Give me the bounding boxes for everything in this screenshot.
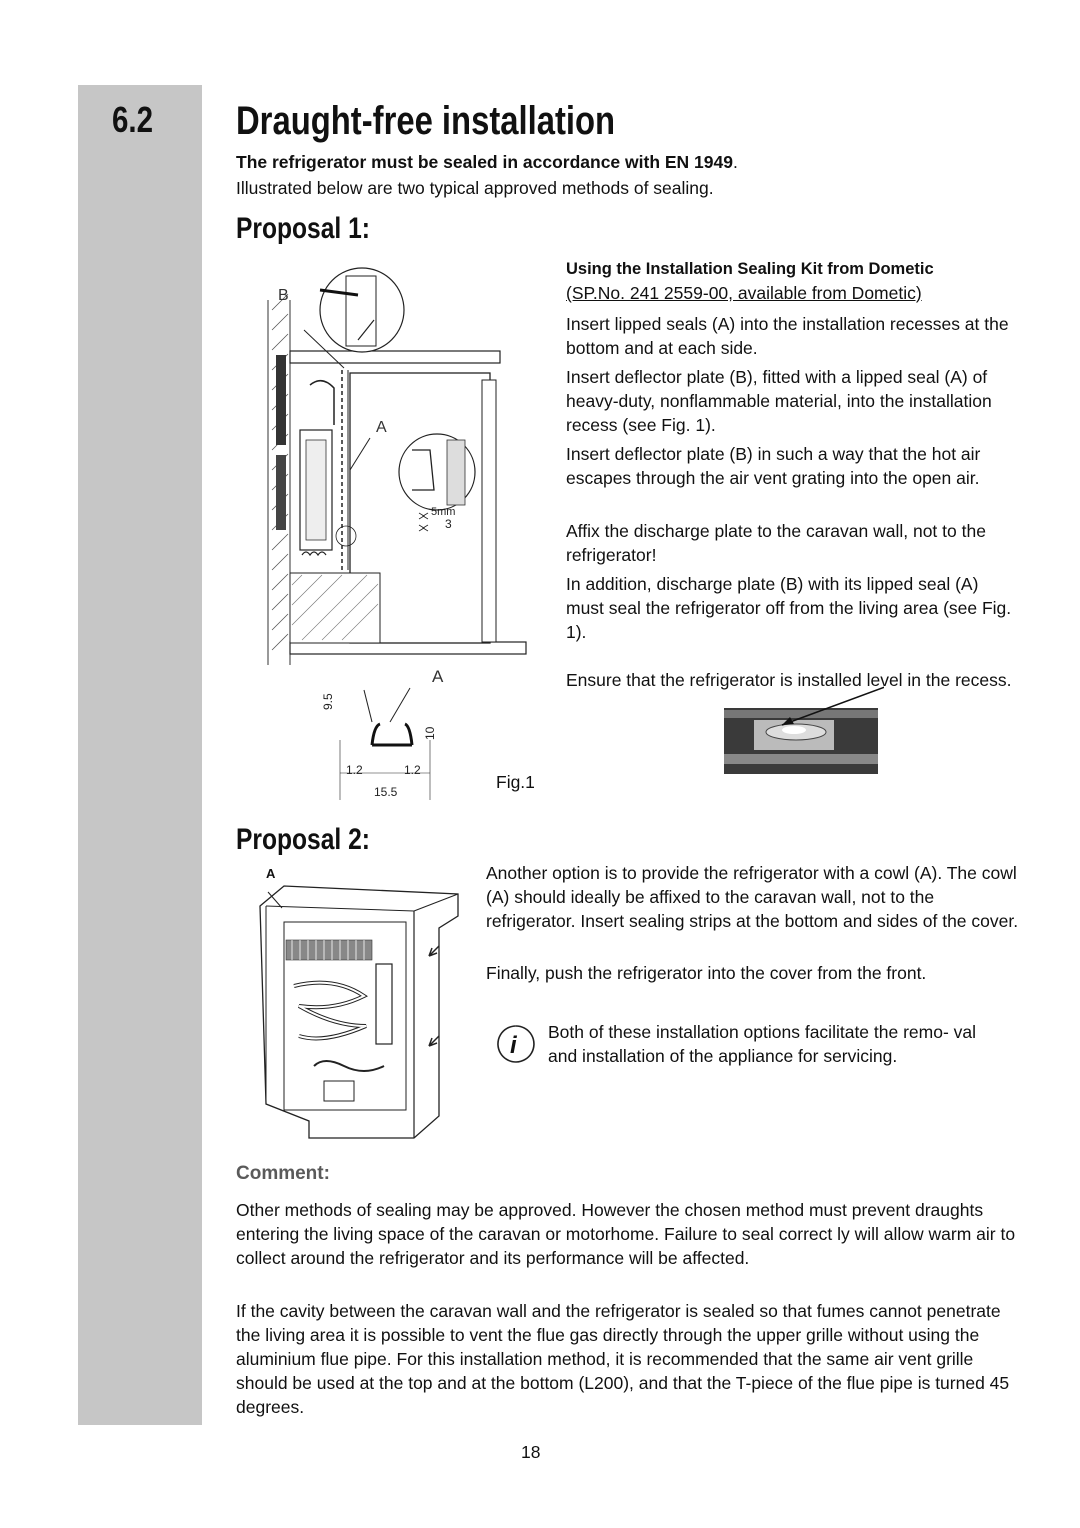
section-number: 6.2 xyxy=(112,99,154,140)
fig1-dim-9-5: 9.5 xyxy=(321,693,335,710)
p1-paragraph-4: Affix the discharge plate to the caravan wall, not to the refrigerator! xyxy=(566,521,986,565)
section-sidebar-bar xyxy=(78,85,202,1425)
p1-paragraph-3: Insert deflector plate (B) in such a way that the hot air escapes through the air vent grating into the open air. xyxy=(566,444,981,488)
fig1-label-b: B xyxy=(278,287,289,304)
figure-1-installation-diagram xyxy=(262,240,552,810)
fig1-dim-10: 10 xyxy=(423,726,437,740)
p1-paragraph-5: In addition, discharge plate (B) with its lipped seal (A) must seal the refrigerator off from the living area (see Fig. 1). xyxy=(566,574,1012,642)
proposal2-heading: Proposal 2: xyxy=(236,823,370,856)
info-icon xyxy=(496,1024,536,1064)
p1-paragraph-1: Insert lipped seals (A) into the installation recesses at the bottom and at each side. xyxy=(566,314,1009,358)
p2-paragraph-1: Another option is to provide the refrigerator with a cowl (A). The cowl (A) should ideally be affixed to the caravan wall, not to the refrigerator. Insert sealing strips at the bottom and sides of the cover. xyxy=(486,863,1019,931)
info-text: Both of these installation options facilitate the remo- val and installation of the appliance for servicing. xyxy=(548,1022,977,1066)
fig1-dim-1-2-left: 1.2 xyxy=(346,763,363,777)
fig2-label-a: A xyxy=(266,866,276,881)
fig1-caption: Fig.1 xyxy=(496,772,535,792)
figure-2-cowl-diagram xyxy=(254,876,468,1146)
intro-line: Illustrated below are two typical approved methods of sealing. xyxy=(236,178,714,198)
intro-requirement xyxy=(236,150,738,174)
fig1-dim-3: 3 xyxy=(445,517,452,531)
upper-grille xyxy=(276,355,286,445)
kit-heading: Using the Installation Sealing Kit from Dometic xyxy=(566,260,934,278)
section-title: Draught-free installation xyxy=(236,99,616,143)
kit-part-number: (SP.No. 241 2559-00, available from Dometic) xyxy=(566,283,922,303)
p2-paragraph-2: Finally, push the refrigerator into the cover from the front. xyxy=(486,963,927,983)
page-number: 18 xyxy=(521,1442,541,1462)
spirit-level-photo xyxy=(724,670,884,776)
comment-paragraph-1: Other methods of sealing may be approved. However the chosen method must prevent draughts entering the living space of the caravan or motorhome. Failure to seal correct ly will allow warm air to collect around the refrigerator and its performance will be affected. xyxy=(236,1200,1016,1268)
comment-heading: Comment: xyxy=(236,1163,330,1184)
intro-bold-line: The refrigerator must be sealed in accordance with EN 1949 xyxy=(236,152,733,172)
fig1-label-a-detail: A xyxy=(432,667,444,686)
intro-bold-suffix: . xyxy=(732,152,738,172)
comment-paragraph-2: If the cavity between the caravan wall and the refrigerator is sealed so that fumes cannot penetrate the living area it is possible to vent the flue gas directly through the upper grille without using the aluminium flue pipe. For this installation method, it is recommended that the same air vent grille should be used at the top and at the bottom (L200), and that the T-piece of the flue pipe is turned 45 degrees. xyxy=(236,1301,1010,1417)
proposal1-heading: Proposal 1: xyxy=(236,212,370,245)
level-note: Ensure that the refrigerator is installed level in the recess. xyxy=(566,670,1012,690)
fig1-dim-15-5: 15.5 xyxy=(374,785,398,799)
lower-grille xyxy=(276,455,286,530)
fig1-dim-1-2-right: 1.2 xyxy=(404,763,421,777)
p1-paragraph-2: Insert deflector plate (B), fitted with a lipped seal (A) of heavy-duty, nonflammable material, into the installation recess (see Fig. 1). xyxy=(566,367,992,435)
info-icon-glyph: i xyxy=(510,1032,517,1059)
fig1-dim-5mm: 5mm xyxy=(431,506,456,518)
fig1-label-a-mid: A xyxy=(376,419,387,436)
